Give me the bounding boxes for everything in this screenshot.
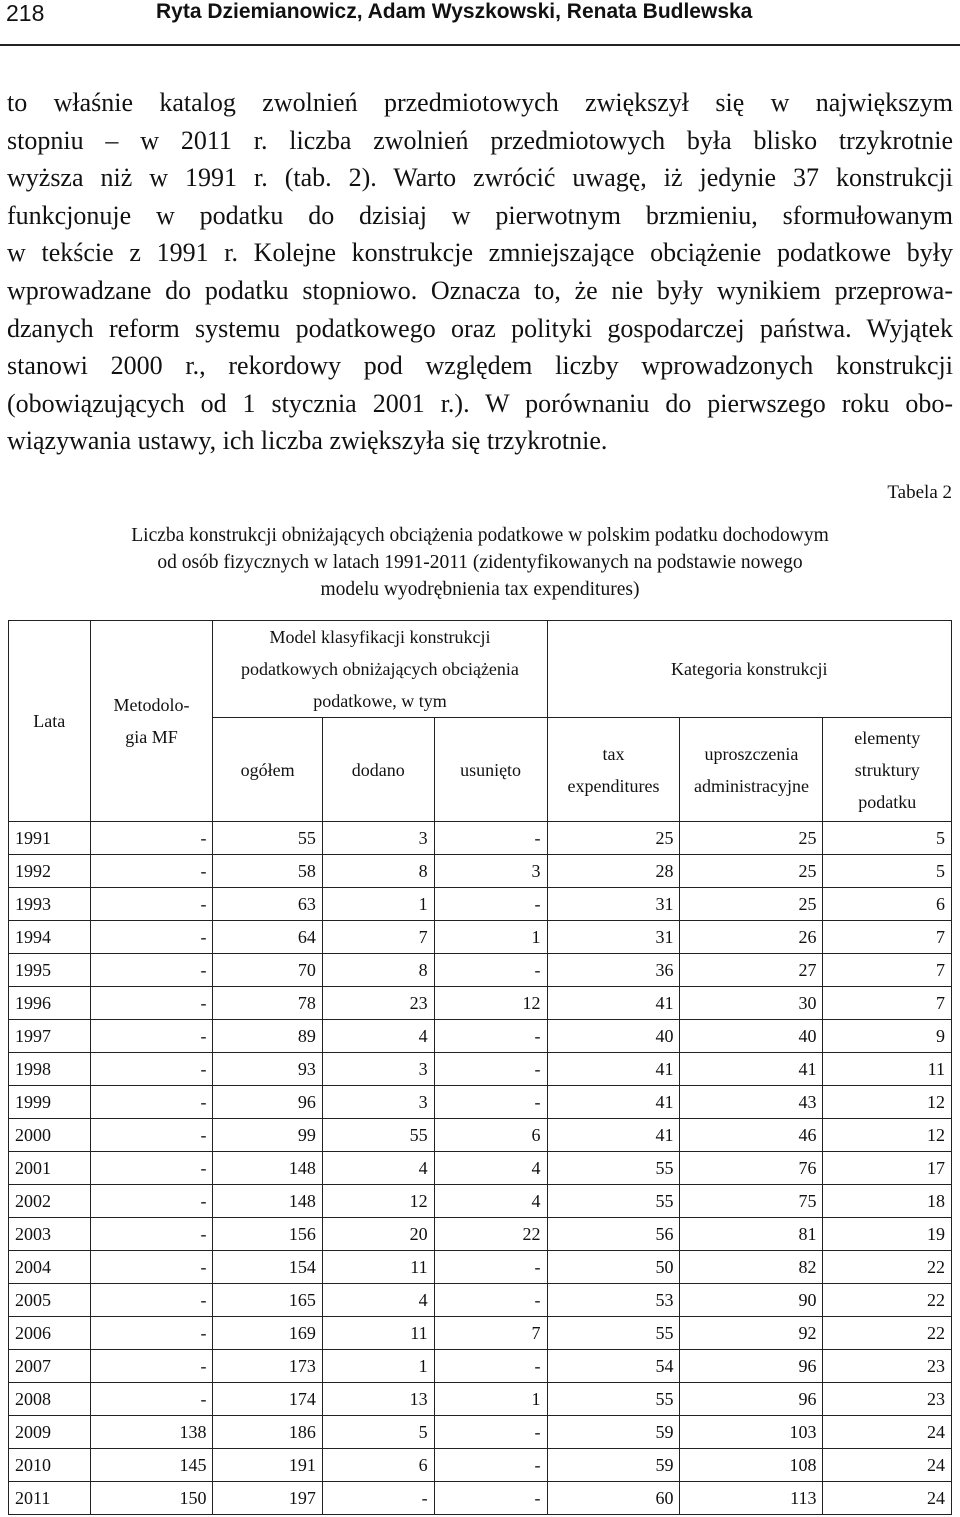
- table-cell: 22: [823, 1251, 952, 1284]
- table-cell: 1: [322, 1350, 434, 1383]
- table-cell: -: [434, 822, 547, 855]
- table-cell: 5: [823, 855, 952, 888]
- table-cell: 2011: [9, 1482, 91, 1515]
- table-cell: 53: [547, 1284, 680, 1317]
- body-line: to właśnie katalog zwolnień przedmiotowych zwiększył się w największym: [7, 88, 953, 117]
- table-cell: 12: [823, 1119, 952, 1152]
- table-cell: 4: [322, 1020, 434, 1053]
- table-cell: 25: [680, 822, 823, 855]
- table-cell: -: [90, 1317, 213, 1350]
- table-cell: 2001: [9, 1152, 91, 1185]
- table-cell: 2006: [9, 1317, 91, 1350]
- table-cell: 76: [680, 1152, 823, 1185]
- table-cell: 55: [322, 1119, 434, 1152]
- table-cell: 148: [213, 1152, 322, 1185]
- table-cell: 1992: [9, 855, 91, 888]
- table-cell: 169: [213, 1317, 322, 1350]
- table-cell: 60: [547, 1482, 680, 1515]
- table-cell: -: [90, 1383, 213, 1416]
- table-cell: -: [90, 1284, 213, 1317]
- table-cell: -: [90, 987, 213, 1020]
- data-table: [8, 620, 952, 1515]
- table-cell: 3: [322, 822, 434, 855]
- table-cell: 2004: [9, 1251, 91, 1284]
- table-cell: 1998: [9, 1053, 91, 1086]
- table-cell: -: [90, 954, 213, 987]
- table-cell: 23: [322, 987, 434, 1020]
- table-cell: 64: [213, 921, 322, 954]
- table-cell: 96: [213, 1086, 322, 1119]
- table-cell: 1999: [9, 1086, 91, 1119]
- table-row: [9, 1053, 952, 1086]
- table-cell: 22: [823, 1284, 952, 1317]
- table-cell: 197: [213, 1482, 322, 1515]
- table-cell: -: [434, 888, 547, 921]
- table-cell: -: [90, 1251, 213, 1284]
- table-cell: -: [90, 855, 213, 888]
- table-cell: 1994: [9, 921, 91, 954]
- caption-line: modelu wyodrębnienia tax expenditures): [320, 579, 640, 600]
- table-cell: 92: [680, 1317, 823, 1350]
- table-cell: 50: [547, 1251, 680, 1284]
- table-cell: 5: [823, 822, 952, 855]
- table-cell: 75: [680, 1185, 823, 1218]
- table-cell: 103: [680, 1416, 823, 1449]
- header-dodano: dodano: [322, 718, 434, 822]
- header-kategoria-group: Kategoria konstrukcji: [547, 621, 952, 718]
- table-cell: -: [434, 1284, 547, 1317]
- table-cell: -: [90, 1350, 213, 1383]
- header-elementy: elementy struktury podatku: [823, 718, 952, 822]
- table-cell: 99: [213, 1119, 322, 1152]
- table-cell: -: [434, 1053, 547, 1086]
- table-row: [9, 888, 952, 921]
- table-cell: -: [434, 1350, 547, 1383]
- table-cell: 145: [90, 1449, 213, 1482]
- table-cell: 55: [547, 1152, 680, 1185]
- table-row: [9, 822, 952, 855]
- table-cell: 9: [823, 1020, 952, 1053]
- table-cell: 3: [322, 1053, 434, 1086]
- header-tax-expenditures: tax expenditures: [547, 718, 680, 822]
- table-cell: 7: [434, 1317, 547, 1350]
- table-cell: 41: [547, 1053, 680, 1086]
- table-cell: 191: [213, 1449, 322, 1482]
- table-cell: 25: [547, 822, 680, 855]
- table-cell: 19: [823, 1218, 952, 1251]
- header-model-group: Model klasyfikacji konstrukcji podatkowych obniżających obciążenia podatkowe, w tym: [213, 621, 547, 718]
- header-metodologia: Metodolo- gia MF: [90, 621, 213, 822]
- table-cell: -: [90, 1152, 213, 1185]
- body-line: w tekście z 1991 r. Kolejne konstrukcje zmniejszające obciążenie podatkowe były: [7, 238, 953, 268]
- table-cell: -: [90, 1086, 213, 1119]
- table-cell: 1993: [9, 888, 91, 921]
- body-line: stopniu – w 2011 r. liczba zwolnień przedmiotowych była blisko trzykrotnie: [7, 125, 953, 155]
- table-cell: -: [434, 1449, 547, 1482]
- table-cell: 11: [322, 1251, 434, 1284]
- table-cell: 4: [434, 1185, 547, 1218]
- body-line: stanowi 2000 r., rekordowy pod względem liczby wprowadzonych konstrukcji: [7, 351, 953, 381]
- table-cell: 17: [823, 1152, 952, 1185]
- table-cell: -: [322, 1482, 434, 1515]
- table-cell: 55: [213, 822, 322, 855]
- table-cell: 24: [823, 1416, 952, 1449]
- table-cell: 24: [823, 1449, 952, 1482]
- header-usunieto: usunięto: [434, 718, 547, 822]
- body-line: wyższa niż w 1991 r. (tab. 2). Warto zwrócić uwagę, iż jedynie 37 konstrukcji: [7, 163, 953, 193]
- table-row: [9, 855, 952, 888]
- table-cell: 22: [434, 1218, 547, 1251]
- table-cell: -: [434, 1482, 547, 1515]
- table-row: [9, 1449, 952, 1482]
- table-cell: 55: [547, 1383, 680, 1416]
- table-cell: 165: [213, 1284, 322, 1317]
- table-cell: 40: [680, 1020, 823, 1053]
- body-line: (obowiązujących od 1 stycznia 2001 r.). W porównaniu do pierwszego roku obo-: [7, 388, 953, 418]
- table-row: [9, 1218, 952, 1251]
- table-cell: 96: [680, 1350, 823, 1383]
- table-cell: 41: [547, 1119, 680, 1152]
- table-cell: 138: [90, 1416, 213, 1449]
- table-cell: 30: [680, 987, 823, 1020]
- table-cell: -: [90, 1218, 213, 1251]
- table-cell: 3: [434, 855, 547, 888]
- caption-line: od osób fizycznych w latach 1991-2011 (zidentyfikowanych na podstawie nowego: [157, 552, 803, 573]
- table-cell: 6: [322, 1449, 434, 1482]
- caption-line: Liczba konstrukcji obniżających obciążenia podatkowe w polskim podatku dochodowym: [131, 525, 829, 546]
- table-cell: 41: [547, 1086, 680, 1119]
- table-cell: 150: [90, 1482, 213, 1515]
- table-cell: 4: [322, 1284, 434, 1317]
- table-cell: 63: [213, 888, 322, 921]
- table-row: [9, 1086, 952, 1119]
- table-cell: 154: [213, 1251, 322, 1284]
- table-cell: 31: [547, 888, 680, 921]
- table-cell: -: [90, 822, 213, 855]
- table-cell: 36: [547, 954, 680, 987]
- table-cell: 11: [823, 1053, 952, 1086]
- table-row: [9, 1350, 952, 1383]
- table-cell: 6: [434, 1119, 547, 1152]
- table-cell: 8: [322, 954, 434, 987]
- header-uproszczenia: uproszczenia administracyjne: [680, 718, 823, 822]
- table-cell: 27: [680, 954, 823, 987]
- table-row: [9, 1482, 952, 1515]
- body-paragraph: [7, 84, 953, 460]
- table-cell: 6: [823, 888, 952, 921]
- table-cell: 7: [823, 987, 952, 1020]
- table-cell: 26: [680, 921, 823, 954]
- table-cell: 2005: [9, 1284, 91, 1317]
- table-cell: 24: [823, 1482, 952, 1515]
- table-cell: -: [434, 1086, 547, 1119]
- table-cell: 2002: [9, 1185, 91, 1218]
- table-cell: 113: [680, 1482, 823, 1515]
- table-cell: -: [90, 921, 213, 954]
- table-cell: 58: [213, 855, 322, 888]
- table-cell: 82: [680, 1251, 823, 1284]
- table-cell: 41: [680, 1053, 823, 1086]
- table-cell: 7: [823, 921, 952, 954]
- table-cell: 46: [680, 1119, 823, 1152]
- table-cell: 90: [680, 1284, 823, 1317]
- header-lata: Lata: [9, 621, 91, 822]
- table-row: [9, 1416, 952, 1449]
- table-row: [9, 987, 952, 1020]
- table-cell: 1: [434, 921, 547, 954]
- table-cell: 12: [823, 1086, 952, 1119]
- body-line: wprowadzane do podatku stopniowo. Oznacza to, że nie były wynikiem przeprowa-: [7, 275, 953, 305]
- table-body: [9, 822, 952, 1515]
- table-cell: -: [90, 1020, 213, 1053]
- table-cell: 23: [823, 1350, 952, 1383]
- table-cell: 2008: [9, 1383, 91, 1416]
- table-cell: 1997: [9, 1020, 91, 1053]
- table-cell: 70: [213, 954, 322, 987]
- table-cell: 1995: [9, 954, 91, 987]
- table-row: [9, 1119, 952, 1152]
- table-cell: 23: [823, 1383, 952, 1416]
- table-row: [9, 921, 952, 954]
- table-cell: 12: [434, 987, 547, 1020]
- table-cell: 55: [547, 1185, 680, 1218]
- table-row: [9, 1185, 952, 1218]
- body-line: wiązywania ustawy, ich liczba zwiększyła się trzykrotnie.: [7, 426, 608, 456]
- table-cell: 12: [322, 1185, 434, 1218]
- table-cell: 5: [322, 1416, 434, 1449]
- table-cell: 174: [213, 1383, 322, 1416]
- table-cell: -: [434, 1416, 547, 1449]
- table-cell: 4: [322, 1152, 434, 1185]
- table-cell: 173: [213, 1350, 322, 1383]
- table-cell: 108: [680, 1449, 823, 1482]
- table-cell: 1996: [9, 987, 91, 1020]
- running-head-authors: Ryta Dziemianowicz, Adam Wyszkowski, Renata Budlewska: [156, 0, 753, 23]
- table-cell: 25: [680, 855, 823, 888]
- table-cell: 1: [322, 888, 434, 921]
- table-row: [9, 1020, 952, 1053]
- table-cell: -: [434, 1020, 547, 1053]
- table-cell: 22: [823, 1317, 952, 1350]
- table-cell: 2007: [9, 1350, 91, 1383]
- table-cell: 13: [322, 1383, 434, 1416]
- table-cell: 59: [547, 1449, 680, 1482]
- table-cell: 3: [322, 1086, 434, 1119]
- table-cell: 4: [434, 1152, 547, 1185]
- body-line: dzanych reform systemu podatkowego oraz polityki gospodarczej państwa. Wyjątek: [7, 313, 953, 343]
- table-cell: 89: [213, 1020, 322, 1053]
- table-cell: -: [90, 888, 213, 921]
- table-cell: 2009: [9, 1416, 91, 1449]
- table-cell: 2003: [9, 1218, 91, 1251]
- table-cell: 43: [680, 1086, 823, 1119]
- page-number: 218: [6, 0, 45, 26]
- table-cell: 156: [213, 1218, 322, 1251]
- table-row: [9, 1152, 952, 1185]
- page-header: [0, 0, 960, 46]
- table-cell: 1991: [9, 822, 91, 855]
- table-cell: -: [90, 1053, 213, 1086]
- body-line: funkcjonuje w podatku do dzisiaj w pierwotnym brzmieniu, sformułowanym: [7, 200, 953, 230]
- table-cell: 11: [322, 1317, 434, 1350]
- table-cell: 148: [213, 1185, 322, 1218]
- table-cell: 96: [680, 1383, 823, 1416]
- table-cell: 81: [680, 1218, 823, 1251]
- table-label: Tabela 2: [887, 482, 952, 503]
- table-cell: 2000: [9, 1119, 91, 1152]
- table-cell: 7: [322, 921, 434, 954]
- table-caption: [0, 522, 960, 603]
- table-cell: 78: [213, 987, 322, 1020]
- table-cell: 41: [547, 987, 680, 1020]
- table-cell: 93: [213, 1053, 322, 1086]
- table-cell: 25: [680, 888, 823, 921]
- table-cell: -: [90, 1119, 213, 1152]
- header-ogolem: ogółem: [213, 718, 322, 822]
- table-cell: 2010: [9, 1449, 91, 1482]
- table-cell: 31: [547, 921, 680, 954]
- table-row: [9, 1251, 952, 1284]
- table-cell: 8: [322, 855, 434, 888]
- table-cell: -: [434, 1251, 547, 1284]
- table-cell: -: [434, 954, 547, 987]
- table-cell: 40: [547, 1020, 680, 1053]
- table-cell: 20: [322, 1218, 434, 1251]
- table-cell: 28: [547, 855, 680, 888]
- table-row: [9, 1317, 952, 1350]
- table-cell: -: [90, 1185, 213, 1218]
- table-row: [9, 1284, 952, 1317]
- table-row: [9, 954, 952, 987]
- table-cell: 7: [823, 954, 952, 987]
- table-cell: 1: [434, 1383, 547, 1416]
- table-cell: 186: [213, 1416, 322, 1449]
- table-cell: 59: [547, 1416, 680, 1449]
- table-cell: 54: [547, 1350, 680, 1383]
- table-cell: 55: [547, 1317, 680, 1350]
- table-cell: 56: [547, 1218, 680, 1251]
- table-cell: 18: [823, 1185, 952, 1218]
- table-row: [9, 1383, 952, 1416]
